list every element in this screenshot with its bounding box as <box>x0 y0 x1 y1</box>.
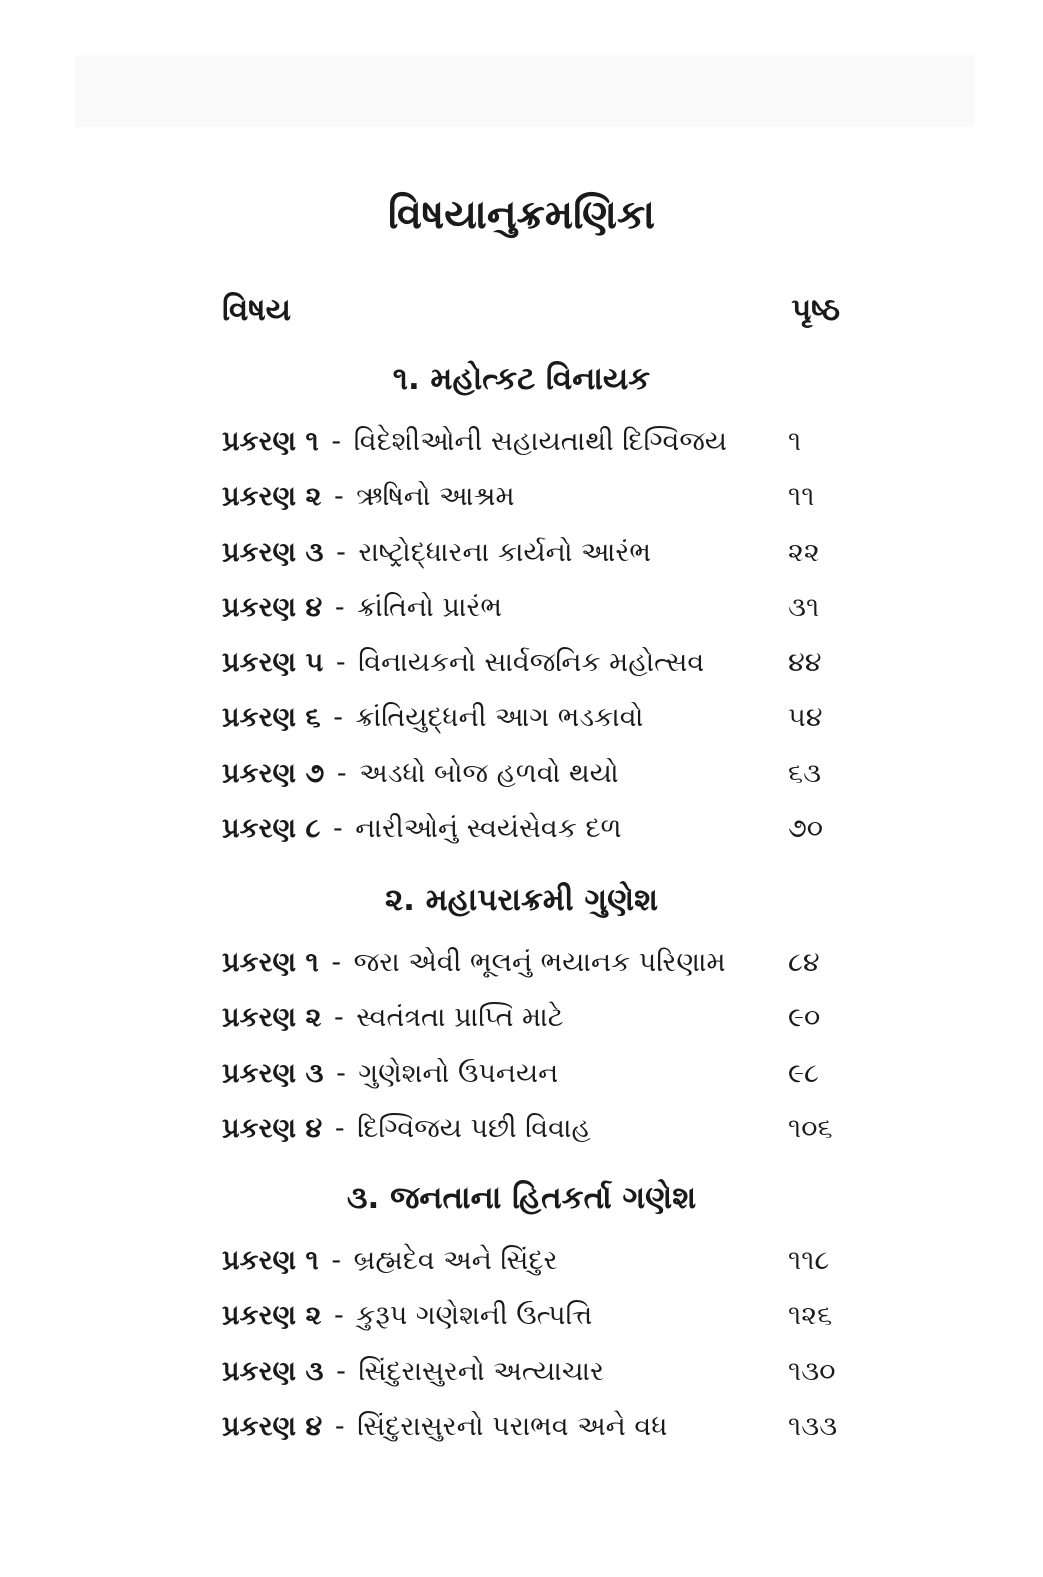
section-title: ૨. મહાપરાક્રમી ગુણેશ <box>384 882 659 918</box>
toc-entry[interactable] <box>222 698 840 753</box>
toc-entry[interactable] <box>222 943 840 998</box>
toc-entry[interactable] <box>222 643 840 698</box>
chapter-title: નારીઓનું સ્વયંસેવક દળ <box>355 813 622 845</box>
separator: - <box>336 1355 346 1387</box>
page-number: ૭૦ <box>788 813 824 845</box>
page-number: ૧ <box>788 426 802 457</box>
separator: - <box>336 757 347 789</box>
page-number: ૪૪ <box>788 647 822 679</box>
page-number: ૧૩૦ <box>788 1355 836 1387</box>
toc-entry[interactable] <box>222 588 840 643</box>
separator: - <box>333 481 344 513</box>
chapter-title: સિંદુરાસુરનો અત્યાચાર <box>358 1355 605 1387</box>
toc-entry[interactable] <box>222 1296 840 1351</box>
chapter-title: સ્વતંત્રતા પ્રાપ્તિ માટે <box>356 1002 564 1034</box>
separator: - <box>332 813 343 845</box>
separator: - <box>331 947 342 978</box>
separator: - <box>336 1057 346 1089</box>
chapter-title: દિગ્વિજય પછી વિવાહ <box>357 1112 591 1144</box>
chapter-label: પ્રકરણ ૨ <box>222 481 322 513</box>
chapter-label: પ્રકરણ ૧ <box>222 426 319 457</box>
chapter-label: પ્રકરણ ૨ <box>222 1002 322 1034</box>
page-number: ૧૧ <box>788 481 815 513</box>
section-title: ૩. જનતાના હિતકર્તા ગણેશ <box>346 1180 697 1216</box>
page-number: ૩૧ <box>788 591 820 623</box>
page-number: ૧૨૬ <box>788 1300 833 1332</box>
chapter-title: ક્રાંતિયુદ્ધની આગ ભડકાવો <box>355 702 644 734</box>
header-page: પૃષ્ઠ <box>791 292 840 328</box>
toc-header <box>222 292 840 340</box>
separator: - <box>334 591 345 623</box>
page-number: ૧૧૮ <box>788 1245 830 1276</box>
entry-list <box>222 943 840 1164</box>
chapter-title: અડધો બોજ હળવો થયો <box>359 757 619 789</box>
entry-list <box>222 1241 840 1462</box>
separator: - <box>333 1002 344 1034</box>
separator: - <box>333 702 343 734</box>
chapter-label: પ્રકરણ ૬ <box>222 702 321 734</box>
chapter-title: ઋષિનો આશ્રમ <box>356 481 515 513</box>
toc-entry[interactable] <box>222 1109 840 1164</box>
chapter-title: ગુણેશનો ઉપનયન <box>358 1057 559 1089</box>
chapter-title: સિંદુરાસુરનો પરાભવ અને વધ <box>357 1410 668 1442</box>
separator: - <box>334 1410 345 1442</box>
chapter-label: પ્રકરણ ૧ <box>222 1245 319 1276</box>
chapter-label: પ્રકરણ ૩ <box>222 1355 324 1387</box>
chapter-label: પ્રકરણ ૩ <box>222 536 324 568</box>
toc-entry[interactable] <box>222 1352 840 1407</box>
separator: - <box>335 647 346 679</box>
separator: - <box>333 1300 344 1332</box>
toc-entry[interactable] <box>222 754 840 809</box>
page-number: ૯૦ <box>788 1002 821 1034</box>
page-number: ૧૦૬ <box>788 1112 833 1144</box>
toc-entry[interactable] <box>222 998 840 1053</box>
toc-entry[interactable] <box>222 809 840 864</box>
toc-entry[interactable] <box>222 1407 840 1462</box>
toc-entry[interactable] <box>222 1054 840 1109</box>
chapter-label: પ્રકરણ ૩ <box>222 1057 324 1089</box>
chapter-label: પ્રકરણ ૮ <box>222 813 321 845</box>
chapter-label: પ્રકરણ ૭ <box>222 757 325 789</box>
page-number: ૫૪ <box>788 702 823 734</box>
toc-entry[interactable] <box>222 1241 840 1296</box>
page-number: ૯૮ <box>788 1057 819 1089</box>
separator: - <box>331 1245 342 1276</box>
page-number: ૧૩૩ <box>788 1410 838 1442</box>
page-number: ૨૨ <box>788 536 820 568</box>
separator: - <box>331 426 342 457</box>
separator: - <box>334 1112 345 1144</box>
page-title: વિષયાનુક્રમણિકા <box>387 192 656 238</box>
entry-list <box>222 422 840 864</box>
chapter-title: વિદેશીઓની સહાયતાથી દિગ્વિજય <box>353 426 728 457</box>
chapter-label: પ્રકરણ ૪ <box>222 1112 323 1144</box>
chapter-title: વિનાયકનો સાર્વજનિક મહોત્સવ <box>358 647 705 679</box>
toc-entry[interactable] <box>222 477 840 532</box>
top-band <box>75 55 975 127</box>
page-number: ૮૪ <box>788 947 820 978</box>
chapter-label: પ્રકરણ ૨ <box>222 1300 322 1332</box>
chapter-label: પ્રકરણ ૧ <box>222 947 319 978</box>
chapter-title: ક્રાંતિનો પ્રારંભ <box>357 591 502 623</box>
chapter-title: કુરૂપ ગણેશની ઉત્પત્તિ <box>356 1300 593 1332</box>
page-number: ૬૩ <box>788 757 822 789</box>
chapter-title: રાષ્ટ્રોદ્ધારના કાર્યનો આરંભ <box>358 536 651 568</box>
header-subject: વિષય <box>222 292 292 328</box>
chapter-label: પ્રકરણ ૪ <box>222 1410 323 1442</box>
chapter-title: બ્રહ્મદેવ અને સિંદુર <box>353 1245 558 1276</box>
chapter-label: પ્રકરણ ૪ <box>222 591 323 623</box>
chapter-title: જરા એવી ભૂલનું ભયાનક પરિણામ <box>353 947 726 978</box>
chapter-label: પ્રકરણ ૫ <box>222 647 324 679</box>
toc-entry[interactable] <box>222 533 840 588</box>
section-title: ૧. મહોત્કટ વિનાયક <box>392 361 651 397</box>
separator: - <box>336 536 346 568</box>
toc-entry[interactable] <box>222 422 840 477</box>
